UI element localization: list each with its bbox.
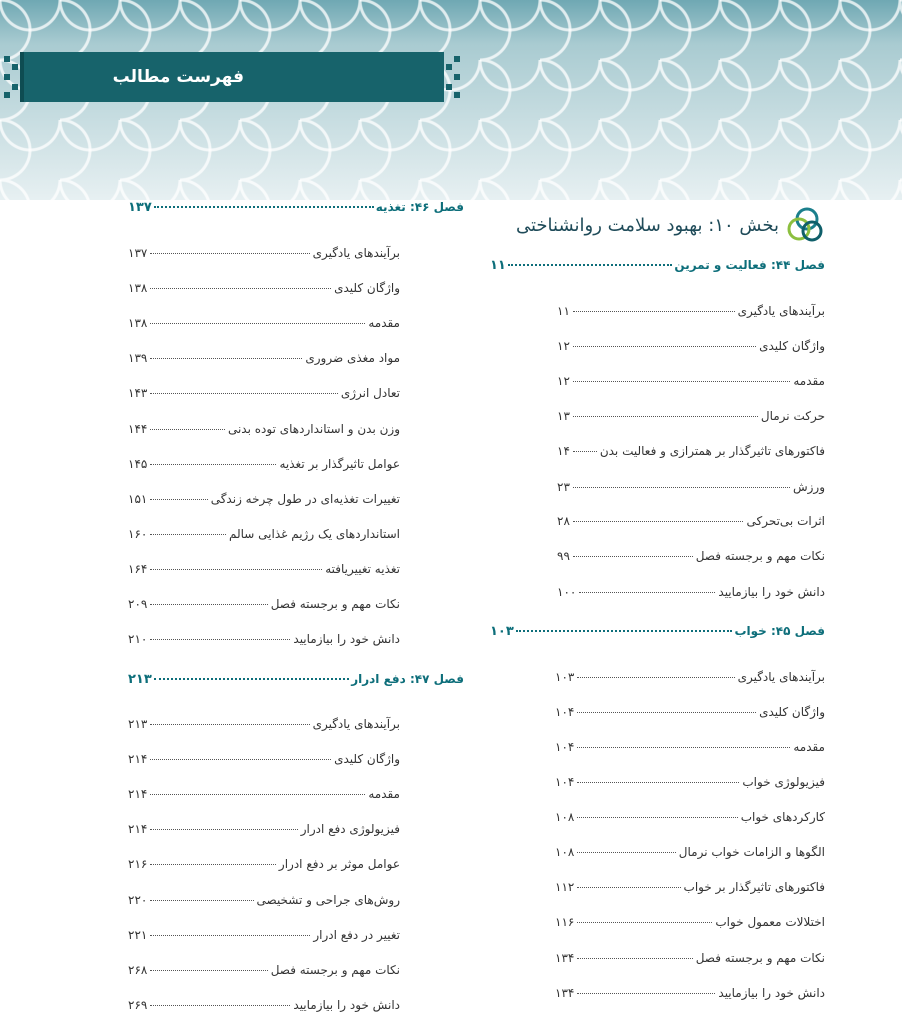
leader-dots bbox=[577, 922, 712, 923]
leader-dots bbox=[573, 451, 597, 452]
entry-title: واژگان کلیدی bbox=[334, 281, 400, 295]
leader-dots bbox=[577, 677, 734, 678]
entry-page: ۱۴۳ bbox=[128, 386, 148, 400]
leader-dots bbox=[577, 782, 739, 783]
entry-page: ۲۱۴ bbox=[128, 787, 148, 801]
toc-entry[interactable] bbox=[128, 562, 400, 582]
part-title: بخش ۱۰: بهبود سلامت روانشناختی bbox=[515, 214, 779, 236]
toc-entry[interactable] bbox=[555, 951, 825, 971]
entry-page: ۲۸ bbox=[557, 514, 570, 528]
leader-dots bbox=[573, 487, 790, 488]
entry-title: دانش خود را بیازمایید bbox=[718, 986, 825, 1000]
toc-entry[interactable] bbox=[555, 986, 825, 1006]
leader-dots bbox=[573, 416, 758, 417]
leader-dots bbox=[150, 1005, 290, 1006]
toc-entry[interactable] bbox=[128, 752, 400, 772]
entry-title: عوامل موثر بر دفع ادرار bbox=[278, 857, 400, 871]
leader-dots bbox=[577, 887, 680, 888]
leader-dots bbox=[150, 639, 290, 640]
toc-entry[interactable] bbox=[128, 281, 400, 301]
chapter-heading[interactable] bbox=[128, 200, 464, 220]
leader-dots bbox=[150, 864, 276, 865]
entry-title: وزن بدن و استانداردهای توده بدنی bbox=[227, 422, 400, 436]
entry-page: ۱۰۸ bbox=[555, 845, 575, 859]
toc-entry[interactable] bbox=[555, 740, 825, 760]
entry-page: ۱۰۴ bbox=[555, 775, 575, 789]
entry-page: ۱۱۲ bbox=[555, 880, 575, 894]
entry-page: ۲۳ bbox=[557, 480, 570, 494]
entry-title: واژگان کلیدی bbox=[759, 705, 825, 719]
entry-title: برآیندهای یادگیری bbox=[737, 670, 825, 684]
entry-page: ۱۶۴ bbox=[128, 562, 148, 576]
entry-page: ۱۰۸ bbox=[555, 810, 575, 824]
page-title: فهرست مطالب bbox=[112, 67, 244, 87]
entry-page: ۱۴۵ bbox=[128, 457, 148, 471]
toc-entry[interactable] bbox=[128, 998, 400, 1018]
entry-title: مقدمه bbox=[793, 374, 825, 388]
toc-entry[interactable] bbox=[557, 409, 825, 429]
entry-page: ۱۳۹ bbox=[128, 351, 148, 365]
entry-title: فیزیولوژی خواب bbox=[742, 775, 825, 789]
entry-page: ۱۳۷ bbox=[128, 246, 148, 260]
toc-entry[interactable] bbox=[128, 527, 400, 547]
leader-dots bbox=[150, 464, 276, 465]
leader-dots bbox=[150, 393, 338, 394]
entry-title: مقدمه bbox=[368, 787, 400, 801]
toc-entry[interactable] bbox=[128, 893, 400, 913]
toc-entry[interactable] bbox=[555, 775, 825, 795]
leader-dots bbox=[508, 264, 673, 266]
leader-dots bbox=[150, 499, 207, 500]
chapter-page: ۱۰۳ bbox=[490, 624, 514, 639]
chapter-heading[interactable] bbox=[490, 624, 825, 644]
leader-dots bbox=[150, 534, 226, 535]
entry-page: ۱۳۸ bbox=[128, 281, 148, 295]
entry-page: ۱۲ bbox=[557, 374, 570, 388]
chapter-heading[interactable] bbox=[128, 672, 464, 692]
entry-page: ۱۶۰ bbox=[128, 527, 148, 541]
entry-title: واژگان کلیدی bbox=[759, 339, 825, 353]
toc-entry[interactable] bbox=[557, 444, 825, 464]
leader-dots bbox=[577, 712, 756, 713]
entry-page: ۱۳ bbox=[557, 409, 570, 423]
toc-entry[interactable] bbox=[555, 705, 825, 725]
chapter-page: ۱۱ bbox=[490, 258, 506, 273]
entry-page: ۱۴ bbox=[557, 444, 570, 458]
entry-page: ۱۰۰ bbox=[557, 585, 577, 599]
toc-entry[interactable] bbox=[557, 514, 825, 534]
leader-dots bbox=[150, 253, 309, 254]
entry-title: برآیندهای یادگیری bbox=[737, 304, 825, 318]
leader-dots bbox=[577, 852, 675, 853]
leader-dots bbox=[154, 206, 374, 208]
entry-title: نکات مهم و برجسته فصل bbox=[270, 963, 400, 977]
entry-title: نکات مهم و برجسته فصل bbox=[695, 951, 825, 965]
entry-title: نکات مهم و برجسته فصل bbox=[695, 549, 825, 563]
entry-title: ورزش bbox=[792, 480, 825, 494]
toc-entry[interactable] bbox=[557, 549, 825, 569]
toc-column-left bbox=[128, 0, 464, 1024]
toc-entry[interactable] bbox=[557, 480, 825, 500]
leader-dots bbox=[150, 759, 331, 760]
leader-dots bbox=[573, 346, 756, 347]
leader-dots bbox=[577, 747, 790, 748]
leader-dots bbox=[150, 724, 309, 725]
entry-title: اختلالات معمول خواب bbox=[715, 915, 825, 929]
entry-title: مقدمه bbox=[368, 316, 400, 330]
entry-page: ۱۰۴ bbox=[555, 740, 575, 754]
toc-entry[interactable] bbox=[555, 810, 825, 830]
entry-title: برآیندهای یادگیری bbox=[312, 717, 400, 731]
entry-title: تغییر در دفع ادرار bbox=[313, 928, 400, 942]
leader-dots bbox=[150, 429, 225, 430]
leader-dots bbox=[150, 358, 302, 359]
entry-page: ۱۱ bbox=[557, 304, 570, 318]
leader-dots bbox=[579, 592, 715, 593]
leader-dots bbox=[573, 556, 693, 557]
toc-entry[interactable] bbox=[128, 963, 400, 983]
toc-entry[interactable] bbox=[555, 845, 825, 865]
leader-dots bbox=[573, 381, 790, 382]
entry-page: ۱۳۴ bbox=[555, 986, 575, 1000]
chapter-title: فصل ۴۵: خواب bbox=[734, 624, 825, 638]
toc-entry[interactable] bbox=[128, 822, 400, 842]
entry-page: ۱۵۱ bbox=[128, 492, 148, 506]
entry-page: ۱۱۶ bbox=[555, 915, 575, 929]
entry-page: ۲۱۴ bbox=[128, 822, 148, 836]
entry-page: ۱۲ bbox=[557, 339, 570, 353]
entry-title: دانش خود را بیازمایید bbox=[718, 585, 825, 599]
entry-page: ۲۱۰ bbox=[128, 632, 148, 646]
entry-page: ۱۳۴ bbox=[555, 951, 575, 965]
entry-page: ۲۱۳ bbox=[128, 717, 148, 731]
toc-entry[interactable] bbox=[557, 585, 825, 605]
leader-dots bbox=[577, 817, 737, 818]
entry-page: ۲۲۰ bbox=[128, 893, 148, 907]
chapter-title: فصل ۴۶: تغذیه bbox=[375, 200, 464, 214]
toc-entry[interactable] bbox=[128, 422, 400, 442]
toc-column-right bbox=[490, 0, 825, 1024]
leader-dots bbox=[150, 829, 297, 830]
leader-dots bbox=[150, 970, 267, 971]
leader-dots bbox=[516, 630, 733, 632]
leader-dots bbox=[150, 323, 365, 324]
entry-title: تغذیه تغییریافته bbox=[325, 562, 400, 576]
leader-dots bbox=[573, 521, 744, 522]
toc-entry[interactable] bbox=[557, 374, 825, 394]
entry-page: ۱۳۸ bbox=[128, 316, 148, 330]
entry-title: واژگان کلیدی bbox=[334, 752, 400, 766]
toc-entry[interactable] bbox=[555, 670, 825, 690]
entry-page: ۲۱۶ bbox=[128, 857, 148, 871]
toc-entry[interactable] bbox=[128, 316, 400, 336]
entry-title: فاکتورهای تاثیرگذار بر همترازی و فعالیت بدن bbox=[599, 444, 825, 458]
entry-title: روش‌های جراحی و تشخیصی bbox=[256, 893, 400, 907]
part-heading bbox=[516, 205, 825, 245]
entry-page: ۲۱۴ bbox=[128, 752, 148, 766]
entry-title: دانش خود را بیازمایید bbox=[293, 632, 400, 646]
chapter-page: ۱۳۷ bbox=[128, 200, 152, 215]
entry-title: فاکتورهای تاثیرگذار بر خواب bbox=[683, 880, 825, 894]
entry-page: ۲۶۹ bbox=[128, 998, 148, 1012]
entry-page: ۲۲۱ bbox=[128, 928, 148, 942]
entry-title: مواد مغذی ضروری bbox=[305, 351, 400, 365]
entry-title: برآیندهای یادگیری bbox=[312, 246, 400, 260]
entry-page: ۱۴۴ bbox=[128, 422, 148, 436]
entry-title: استانداردهای یک رژیم غذایی سالم bbox=[228, 527, 400, 541]
toc-entry[interactable] bbox=[555, 880, 825, 900]
toc-entry[interactable] bbox=[128, 386, 400, 406]
leader-dots bbox=[573, 311, 735, 312]
toc-entry[interactable] bbox=[128, 857, 400, 877]
leader-dots bbox=[150, 569, 322, 570]
chapter-title: فصل ۴۴: فعالیت و تمرین bbox=[674, 258, 825, 272]
entry-page: ۱۰۳ bbox=[555, 670, 575, 684]
entry-title: مقدمه bbox=[793, 740, 825, 754]
entry-title: الگوها و الزامات خواب نرمال bbox=[678, 845, 825, 859]
entry-page: ۱۰۴ bbox=[555, 705, 575, 719]
leader-dots bbox=[577, 958, 692, 959]
chapter-page: ۲۱۳ bbox=[128, 672, 152, 687]
chapter-title: فصل ۴۷: دفع ادرار bbox=[351, 672, 464, 686]
entry-title: کارکردهای خواب bbox=[740, 810, 825, 824]
leader-dots bbox=[150, 288, 331, 289]
toc-entry[interactable] bbox=[128, 787, 400, 807]
entry-title: تعادل انرژی bbox=[340, 386, 400, 400]
leader-dots bbox=[577, 993, 715, 994]
entry-title: نکات مهم و برجسته فصل bbox=[270, 597, 400, 611]
leader-dots bbox=[150, 604, 267, 605]
toc-entry[interactable] bbox=[557, 339, 825, 359]
entry-title: عوامل تاثیرگذار بر تغذیه bbox=[279, 457, 400, 471]
toc-entry[interactable] bbox=[128, 597, 400, 617]
entry-title: دانش خود را بیازمایید bbox=[293, 998, 400, 1012]
toc-entry[interactable] bbox=[128, 457, 400, 477]
entry-title: حرکت نرمال bbox=[760, 409, 825, 423]
toc-entry[interactable] bbox=[555, 915, 825, 935]
toc-entry[interactable] bbox=[128, 351, 400, 371]
entry-title: تغییرات تغذیه‌ای در طول چرخه زندگی bbox=[210, 492, 400, 506]
toc-entry[interactable] bbox=[557, 304, 825, 324]
toc-entry[interactable] bbox=[128, 632, 400, 652]
entry-page: ۲۰۹ bbox=[128, 597, 148, 611]
entry-page: ۹۹ bbox=[557, 549, 570, 563]
leader-dots bbox=[150, 935, 310, 936]
entry-title: فیزیولوژی دفع ادرار bbox=[300, 822, 400, 836]
entry-title: اثرات بی‌تحرکی bbox=[746, 514, 825, 528]
chapter-heading[interactable] bbox=[490, 258, 825, 278]
toc-entry[interactable] bbox=[128, 928, 400, 948]
leader-dots bbox=[154, 678, 349, 680]
toc-entry[interactable] bbox=[128, 492, 400, 512]
banner-ornament-left bbox=[4, 52, 18, 102]
interlocking-circles-icon bbox=[785, 205, 825, 245]
toc-entry[interactable] bbox=[128, 246, 400, 266]
entry-page: ۲۶۸ bbox=[128, 963, 148, 977]
leader-dots bbox=[150, 794, 365, 795]
toc-entry[interactable] bbox=[128, 717, 400, 737]
leader-dots bbox=[150, 900, 253, 901]
